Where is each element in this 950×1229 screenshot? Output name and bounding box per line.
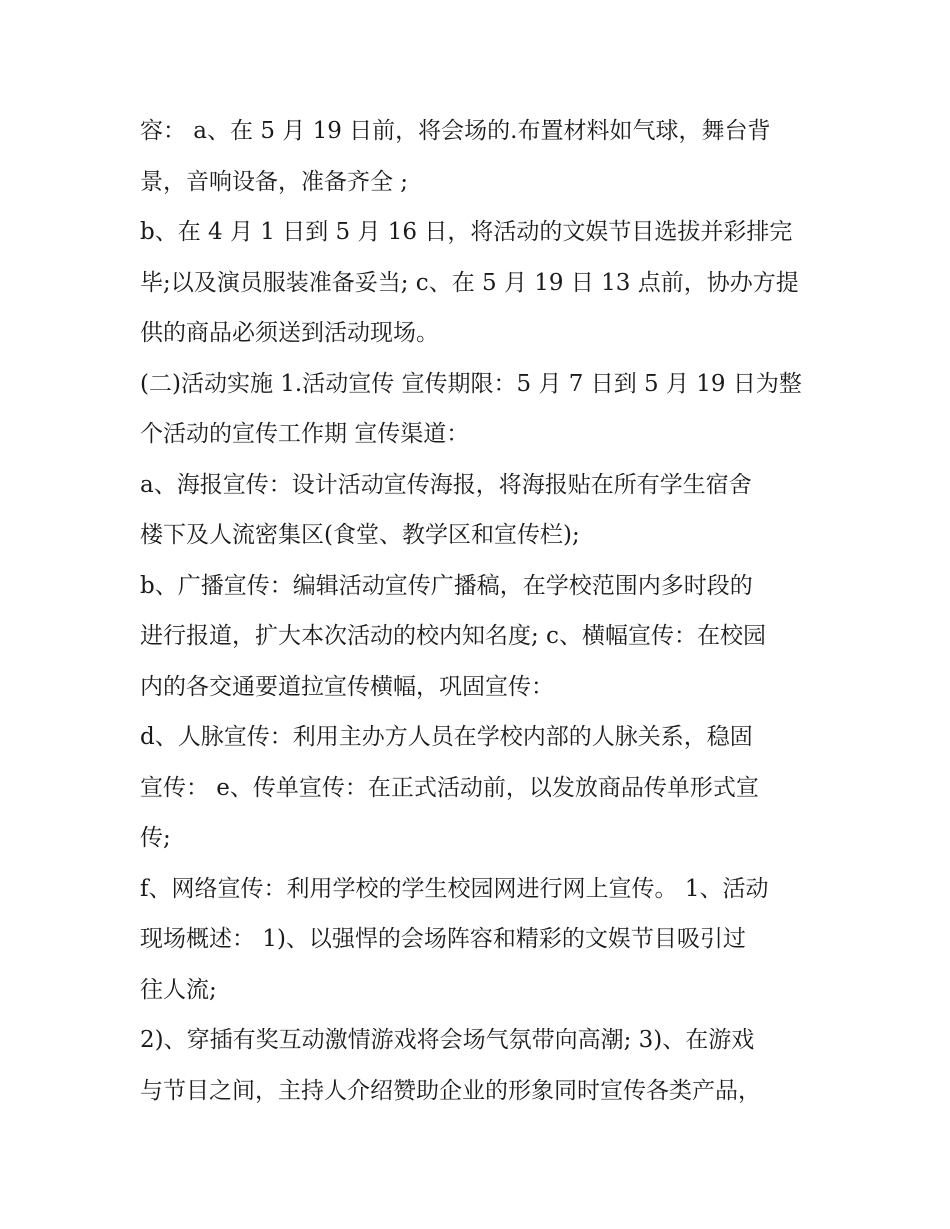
paragraph-broadcast-banner-promo <box>140 561 820 713</box>
text-line: 楼下及人流密集区(食堂、教学区和宣传栏); <box>140 522 580 548</box>
paragraph-poster-promo <box>140 460 820 561</box>
text-line: a、海报宣传：设计活动宣传海报，将海报贴在所有学生宿舍 <box>140 471 752 498</box>
text-line: b、在 4 月 1 日到 5 月 16 日，将活动的文娱节目选拔并彩排完 <box>140 219 793 245</box>
text-line: f、网络宣传：利用学校的学生校园网进行网上宣传。 1、活动 <box>140 875 769 902</box>
text-line: 景，音响设备，准备齐全 ; <box>140 168 409 195</box>
text-line: 宣传： e、传单宣传：在正式活动前，以发放商品传单形式宣 <box>140 774 759 801</box>
paragraph-preparation-a <box>140 106 820 207</box>
paragraph-online-promo-overview <box>140 864 820 1016</box>
text-line: b、广播宣传：编辑活动宣传广播稿，在学校范围内多时段的 <box>140 572 753 599</box>
text-line: 内的各交通要道拉宣传横幅，巩固宣传： <box>140 673 554 700</box>
text-line: 现场概述： 1)、以强悍的会场阵容和精彩的文娱节目吸引过 <box>140 926 746 952</box>
text-line: 容： a、在 5 月 19 日前，将会场的.布置材料如气球，舞台背 <box>140 118 771 144</box>
paragraph-network-flyer-promo <box>140 712 820 864</box>
text-line: d、人脉宣传：利用主办方人员在学校内部的人脉关系，稳固 <box>140 724 753 750</box>
paragraph-preparation-b-c <box>140 207 820 359</box>
text-line: 传; <box>140 825 171 851</box>
paragraph-implementation <box>140 359 820 460</box>
text-line: 进行报道，扩大本次活动的校内知名度; c、横幅宣传：在校园 <box>140 623 766 649</box>
text-line: 往人流; <box>140 976 217 1003</box>
text-line: (二)活动实施 1.活动宣传 宣传期限：5 月 7 日到 5 月 19 日为整 <box>140 370 802 397</box>
document-body <box>140 106 820 1116</box>
text-line: 个活动的宣传工作期 宣传渠道： <box>140 421 470 447</box>
paragraph-interactive-games <box>140 1015 820 1116</box>
text-line: 与节目之间，主持人介绍赞助企业的形象同时宣传各类产品， <box>140 1077 761 1104</box>
text-line: 2)、穿插有奖互动激情游戏将会场气氛带向高潮; 3)、在游戏 <box>140 1027 755 1053</box>
text-line: 供的商品必须送到活动现场。 <box>140 320 439 346</box>
text-line: 毕;以及演员服装准备妥当; c、在 5 月 19 日 13 点前，协办方提 <box>140 269 799 296</box>
